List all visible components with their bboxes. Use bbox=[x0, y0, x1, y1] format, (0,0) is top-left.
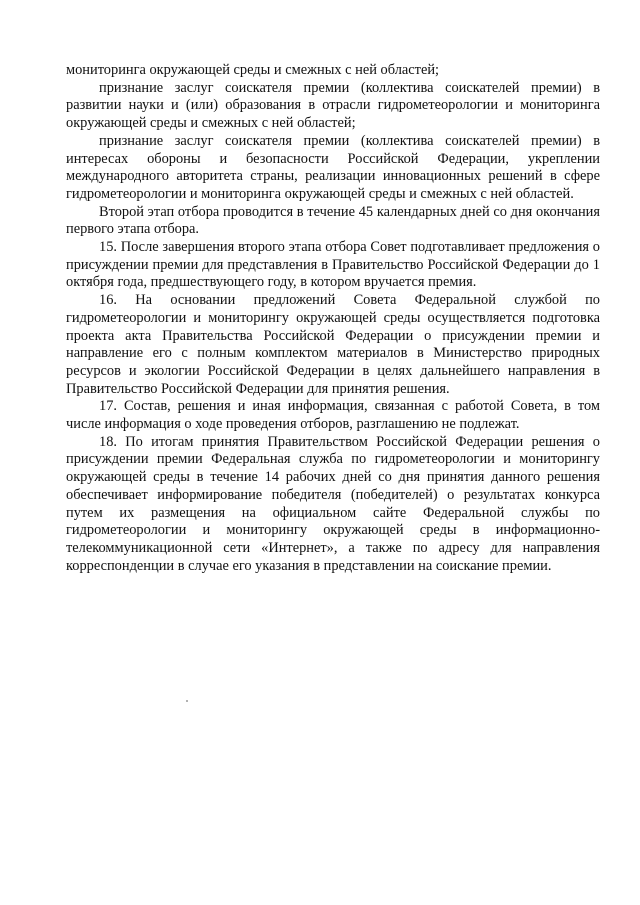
paragraph-item-18: 18. По итогам принятия Правительством Российской Федерации решения о присуждении премии Федеральная служба по гидрометеорологии и мониторингу окружающей среды в течение 14 рабочих дней со дня принятия данного решения обеспечивает информирование победителя (победителей) о результатах конкурса путем их размещения на официальном сайте Федеральной службы по гидрометеорологии и мониторингу окружающей среды в информационно-телекоммуникационной сети «Интернет», а также по адресу для направления корреспонденции в случае его указания в представлении на соискание премии. bbox=[66, 433, 600, 574]
paragraph-second-stage: Второй этап отбора проводится в течение 45 календарных дней со дня окончания первого этапа отбора. bbox=[66, 203, 600, 238]
paragraph-criterion-defense: признание заслуг соискателя премии (коллектива соискателей премии) в интересах обороны и безопасности Российской Федерации, укреплении международного авторитета страны, реализации инновационных решений в сфере гидрометеорологии и мониторинга окружающей среды и смежных с ней областей. bbox=[66, 132, 600, 202]
paragraph-continuation: мониторинга окружающей среды и смежных с ней областей; bbox=[66, 62, 440, 78]
document-page bbox=[66, 62, 600, 575]
paragraph-item-15: 15. После завершения второго этапа отбора Совет подготавливает предложения о присуждении премии для представления в Правительство Российской Федерации до 1 октября года, предшествующего году, в котором вручается премия. bbox=[66, 239, 600, 291]
scan-speck bbox=[186, 700, 188, 702]
paragraph-criterion-science: признание заслуг соискателя премии (коллектива соискателей премии) в развитии науки и (или) образования в отрасли гидрометеорологии и мониторинга окружающей среды и смежных с ней областей; bbox=[66, 79, 600, 132]
paragraph-item-17: 17. Состав, решения и иная информация, связанная с работой Совета, в том числе информация о ходе проведения отборов, разглашению не подлежат. bbox=[66, 398, 600, 433]
paragraph-item-16: 16. На основании предложений Совета Федеральной службой по гидрометеорологии и мониторингу окружающей среды осуществляется подготовка проекта акта Правительства Российской Федерации о присуждении премии и направление его с полным комплектом материалов в Министерство природных ресурсов и экологии Российской Федерации в целях дальнейшего направления в Правительство Российской Федерации для принятия решения. bbox=[66, 292, 600, 397]
